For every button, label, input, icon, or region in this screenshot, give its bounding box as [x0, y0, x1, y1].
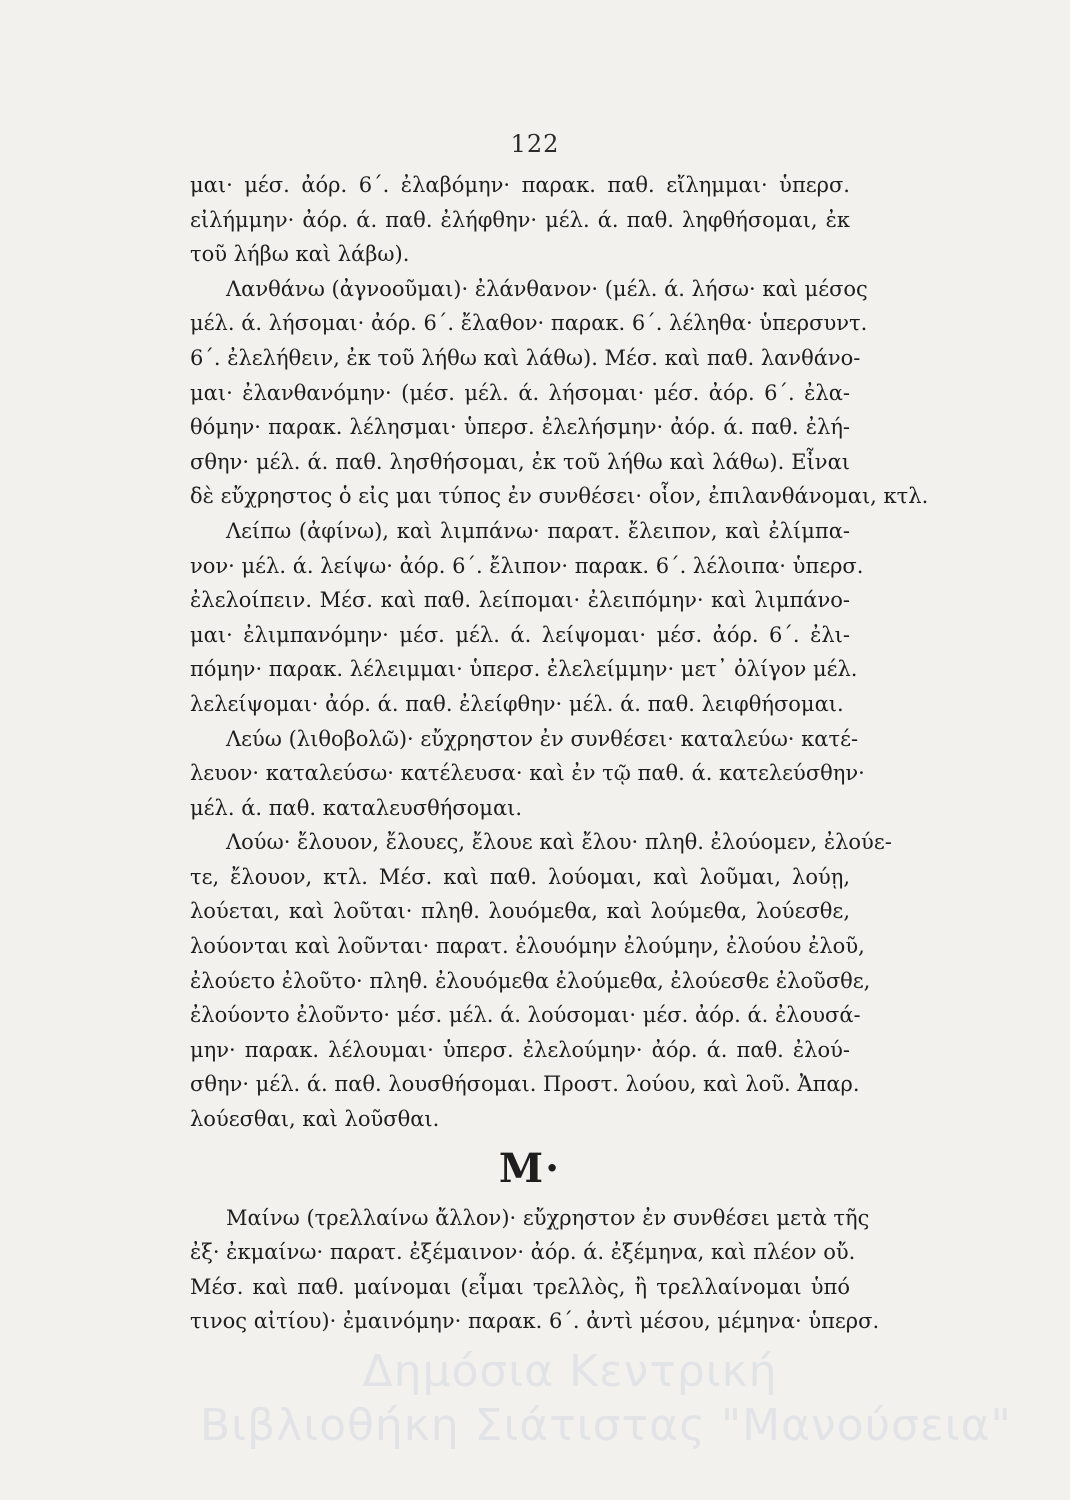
- text-line: δὲ εὔχρηστος ὁ εἰς μαι τύπος ἐν συνθέσει· οἷον, ἐπιλανθάνομαι, κτλ.: [190, 484, 929, 509]
- text-line: λούεσθαι, καὶ λοῦσθαι.: [190, 1107, 440, 1132]
- text-line: τοῦ λήβω καὶ λάβω).: [190, 242, 410, 267]
- text-line: ἐξ· ἐκμαίνω· παρατ. ἐξέμαινον· ἀόρ. ά. ἐξέμηνα, καὶ πλέον οὔ.: [190, 1240, 856, 1265]
- entry-louo: Λούω· ἔλουον, ἔλουες, ἔλουε καὶ ἔλου· πληθ. ἐλούομεν, ἐλούε-: [226, 830, 892, 855]
- library-watermark-line-2: Βιβλιοθήκη Σιάτιστας "Μανούσεια": [200, 1400, 1012, 1451]
- text-line: πόμην· παρακ. λέλειμμαι· ὑπερσ. ἐλελείμμην· μετ᾽ ὀλίγον μέλ.: [190, 657, 858, 682]
- text-line: μην· παρακ. λέλουμαι· ὑπερσ. ἐλελούμην· ἀόρ. ά. παθ. ἐλού-: [190, 1037, 850, 1062]
- text-line: σθην· μέλ. ά. παθ. λησθήσομαι, ἐκ τοῦ λήθω καὶ λάθω). Εἶναι: [190, 449, 850, 474]
- library-watermark-line-1: Δημόσια Κεντρική: [362, 1346, 778, 1397]
- text-line: λούεται, καὶ λοῦται· πληθ. λουόμεθα, καὶ λούμεθα, λούεσθε,: [190, 899, 850, 924]
- entry-lanthano: Λανθάνω (ἀγνοοῦμαι)· ἐλάνθανον· (μέλ. ά. λήσω· καὶ μέσος: [226, 276, 868, 301]
- text-line: Μέσ. καὶ παθ. μαίνομαι (εἶμαι τρελλὸς, ἢ τρελλαίνομαι ὑπό: [190, 1274, 850, 1299]
- entry-leipo: Λείπω (ἀφίνω), καὶ λιμπάνω· παρατ. ἔλειπον, καὶ ἐλίμπα-: [226, 518, 850, 543]
- entry-leuo: Λεύω (λιθοβολῶ)· εὔχρηστον ἐν συνθέσει· καταλεύω· κατέ-: [226, 726, 859, 751]
- section-heading: Μ·: [498, 1144, 562, 1192]
- text-line: θόμην· παρακ. λέλησμαι· ὑπερσ. ἐλελήσμην· ἀόρ. ά. παθ. ἐλή-: [190, 415, 850, 440]
- text-line: σθην· μέλ. ά. παθ. λουσθήσομαι. Προστ. λούου, καὶ λοῦ. Ἀπαρ.: [190, 1072, 860, 1097]
- text-line: μέλ. ά. παθ. καταλευσθήσομαι.: [190, 795, 523, 820]
- text-line: ἐλούετο ἐλοῦτο· πληθ. ἐλουόμεθα ἐλούμεθα, ἐλούεσθε ἐλοῦσθε,: [190, 968, 871, 993]
- text-line: νον· μέλ. ά. λείψω· ἀόρ. 6΄. ἔλιπον· παρακ. 6΄. λέλοιπα· ὑπερσ.: [190, 553, 864, 578]
- text-line: ἐλούοντο ἐλοῦντο· μέσ. μέλ. ά. λούσομαι· μέσ. ἀόρ. ά. ἐλουσά-: [190, 1003, 861, 1028]
- text-line: λευον· καταλεύσω· κατέλευσα· καὶ ἐν τῷ παθ. ά. κατελεύσθην·: [190, 761, 865, 786]
- text-line: ἐλελοίπειν. Μέσ. καὶ παθ. λείπομαι· ἐλειπόμην· καὶ λιμπάνο-: [190, 588, 850, 613]
- page-number: 122: [510, 130, 560, 158]
- text-line: τινος αἰτίου)· ἐμαινόμην· παρακ. 6΄. ἀντὶ μέσου, μέμηνα· ὑπερσ.: [190, 1309, 880, 1334]
- body-text: [190, 168, 929, 1339]
- text-line: λελείψομαι· ἀόρ. ά. παθ. ἐλείφθην· μέλ. ά. παθ. λειφθήσομαι.: [190, 691, 844, 716]
- text-line: μαι· ἐλανθανόμην· (μέσ. μέλ. ά. λήσομαι· μέσ. ἀόρ. 6΄. ἐλα-: [190, 380, 850, 405]
- text-line: εἰλήμμην· ἀόρ. ά. παθ. ἐλήφθην· μέλ. ά. παθ. ληφθήσομαι, ἐκ: [190, 207, 850, 232]
- entry-maino: Μαίνω (τρελλαίνω ἄλλον)· εὔχρηστον ἐν συνθέσει μετὰ τῆς: [226, 1205, 870, 1230]
- text-line: 6΄. ἐλελήθειν, ἐκ τοῦ λήθω καὶ λάθω). Μέσ. καὶ παθ. λανθάνο-: [190, 345, 861, 370]
- text-line: μαι· ἐλιμπανόμην· μέσ. μέλ. ά. λείψομαι· μέσ. ἀόρ. 6΄. ἐλι-: [190, 622, 850, 647]
- text-line: μέλ. ά. λήσομαι· ἀόρ. 6΄. ἔλαθον· παρακ. 6΄. λέληθα· ὑπερσυντ.: [190, 311, 868, 336]
- text-line: τε, ἔλουον, κτλ. Μέσ. καὶ παθ. λούομαι, καὶ λοῦμαι, λούῃ,: [190, 864, 850, 889]
- text-line: μαι· μέσ. ἀόρ. 6΄. ἐλαβόμην· παρακ. παθ. εἴλημμαι· ὑπερσ.: [190, 173, 850, 197]
- text-line: λούονται καὶ λοῦνται· παρατ. ἐλουόμην ἐλούμην, ἐλούου ἐλοῦ,: [190, 934, 865, 959]
